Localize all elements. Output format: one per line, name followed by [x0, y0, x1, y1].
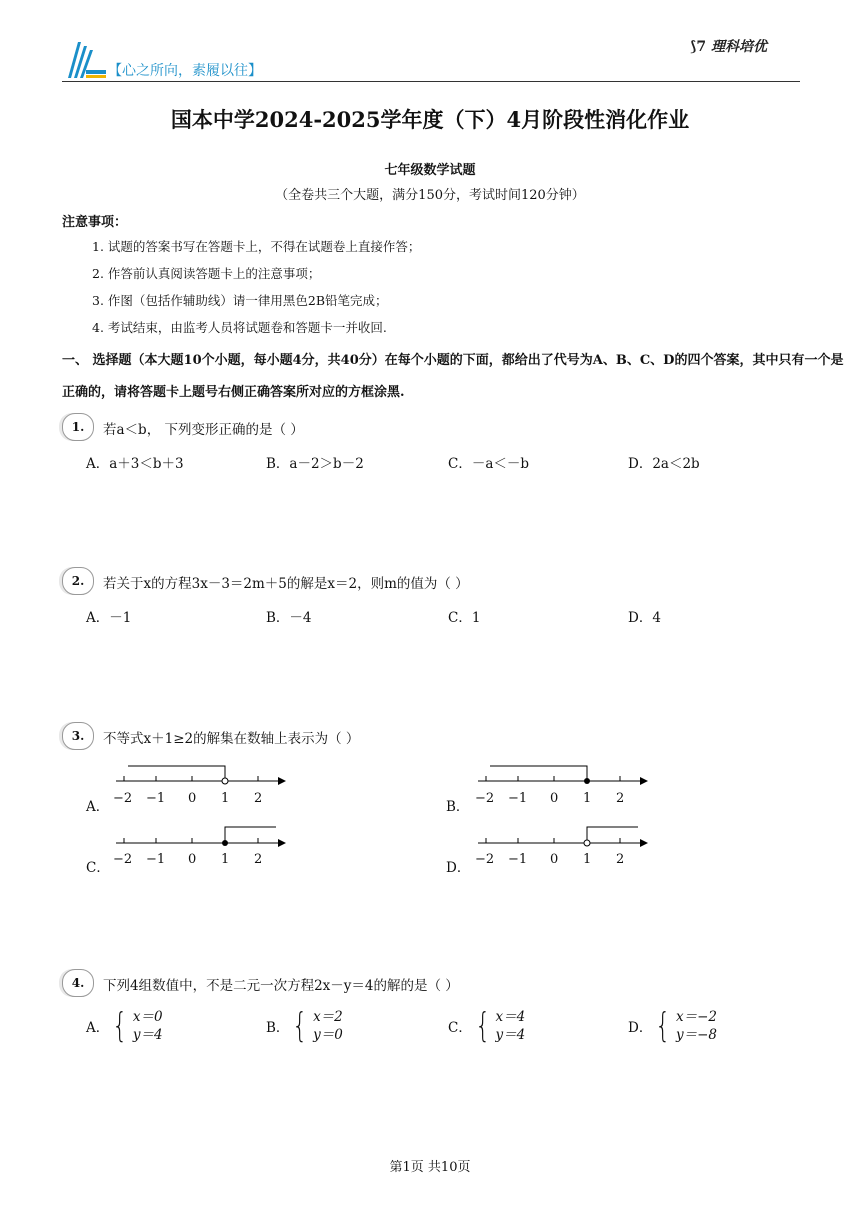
brand-name [690, 36, 767, 56]
tick-label: 0 [550, 791, 559, 806]
tick-label: 2 [254, 791, 263, 806]
notice-item: 4. 考试结束，由监考人员将试题卷和答题卡一并收回. [92, 320, 387, 335]
equation-line: y＝4 [132, 1027, 163, 1043]
tick-label: −2 [113, 852, 133, 867]
option-label: C． [448, 1020, 472, 1036]
tick-label: −1 [508, 791, 528, 806]
option-d [628, 1008, 717, 1044]
header-divider [62, 81, 800, 82]
question-number-badge: 3. [62, 722, 94, 750]
tick-label: 1 [221, 852, 230, 867]
tick-label: −1 [508, 852, 528, 867]
brand-label: 理科培优 [711, 39, 768, 55]
brand-logo-icon: ⟆7 [690, 39, 712, 55]
tick-label: 1 [583, 791, 592, 806]
equation-line: x＝2 [313, 1009, 343, 1025]
tick-label: 2 [254, 852, 263, 867]
tick-label: −1 [146, 791, 166, 806]
brace-icon: { [475, 1006, 491, 1046]
notice-item: 1. 试题的答案书写在答题卡上，不得在试题卷上直接作答； [92, 239, 421, 254]
brace-icon: { [112, 1006, 128, 1046]
option-b: B．a－2＞b－2 [266, 456, 364, 472]
question-stem: 若a＜b， 下列变形正确的是（ ） [103, 422, 304, 438]
tick-label: 0 [550, 852, 559, 867]
notice-title: 注意事项： [62, 215, 128, 230]
exam-subtitle: 七年级数学试题 [384, 163, 476, 178]
number-line-a [110, 760, 290, 810]
section-heading: 一、 选择题（本大题10个小题，每小题4分，共40分）在每个小题的下面，都给出了代号为A、B、C、D的四个答案，其中只有一个是正确的，请将答题卡上题号右侧正确答案所对应的方框涂黑. [62, 353, 844, 400]
question-stem: 下列4组数值中，不是二元一次方程2x－y＝4的解的是（ ） [103, 978, 459, 994]
question-stem: 若关于x的方程3x－3＝2m＋5的解是x＝2，则m的值为（ ） [103, 576, 469, 592]
option-label: A． [86, 1020, 110, 1036]
tick-label: 2 [616, 791, 625, 806]
tick-label: −1 [146, 852, 166, 867]
option-b: B． [446, 799, 470, 815]
option-c: C． [86, 860, 110, 876]
equation-line: x＝−2 [675, 1009, 717, 1025]
equation-line: y＝0 [313, 1027, 343, 1043]
tick-label: 0 [188, 791, 197, 806]
number-line-b [472, 760, 652, 810]
exam-title: 国本中学2024-2025学年度（下）4月阶段性消化作业 [170, 107, 690, 132]
option-label: B． [266, 1020, 290, 1036]
option-c: C．－a＜－b [448, 456, 530, 472]
number-line-c [110, 822, 290, 872]
notice-item: 2. 作答前认真阅读答题卡上的注意事项； [92, 266, 321, 281]
notice-item: 3. 作图（包括作辅助线）请一律用黑色2B铅笔完成； [92, 293, 388, 308]
option-a: A．－1 [86, 610, 132, 626]
tick-label: 1 [221, 791, 230, 806]
option-a: A．a＋3＜b＋3 [86, 456, 184, 472]
page-footer: 第1页 共10页 [389, 1160, 471, 1175]
equation-line: x＝4 [495, 1009, 526, 1025]
question-number-badge: 2. [62, 567, 94, 595]
equation-line: y＝4 [495, 1027, 526, 1043]
tick-label: −2 [475, 852, 495, 867]
equation-line: x＝0 [132, 1009, 163, 1025]
tick-label: 2 [616, 852, 625, 867]
option-d: D．4 [628, 610, 661, 626]
equation-line: y＝−8 [675, 1027, 717, 1043]
question-number-badge: 1. [62, 413, 94, 441]
option-b [266, 1008, 343, 1044]
option-c: C．1 [448, 610, 481, 626]
option-a: A． [86, 799, 110, 815]
exam-scope: （全卷共三个大题，满分150分，考试时间120分钟） [275, 188, 585, 203]
option-d: D．2a＜2b [628, 456, 700, 472]
header-slogan: 【心之所向，素履以往】 [108, 63, 262, 79]
option-label: D． [628, 1020, 653, 1036]
tick-label: −2 [475, 791, 495, 806]
tick-label: −2 [113, 791, 133, 806]
brace-icon: { [292, 1006, 308, 1046]
question-number-badge: 4. [62, 969, 94, 997]
option-a [86, 1008, 163, 1044]
option-c [448, 1008, 525, 1044]
question-stem: 不等式x＋1≥2的解集在数轴上表示为（ ） [103, 731, 360, 747]
number-line-d [472, 822, 652, 872]
brace-icon: { [655, 1006, 671, 1046]
tick-label: 0 [188, 852, 197, 867]
option-b: B．－4 [266, 610, 312, 626]
tick-label: 1 [583, 852, 592, 867]
option-d: D． [446, 860, 471, 876]
